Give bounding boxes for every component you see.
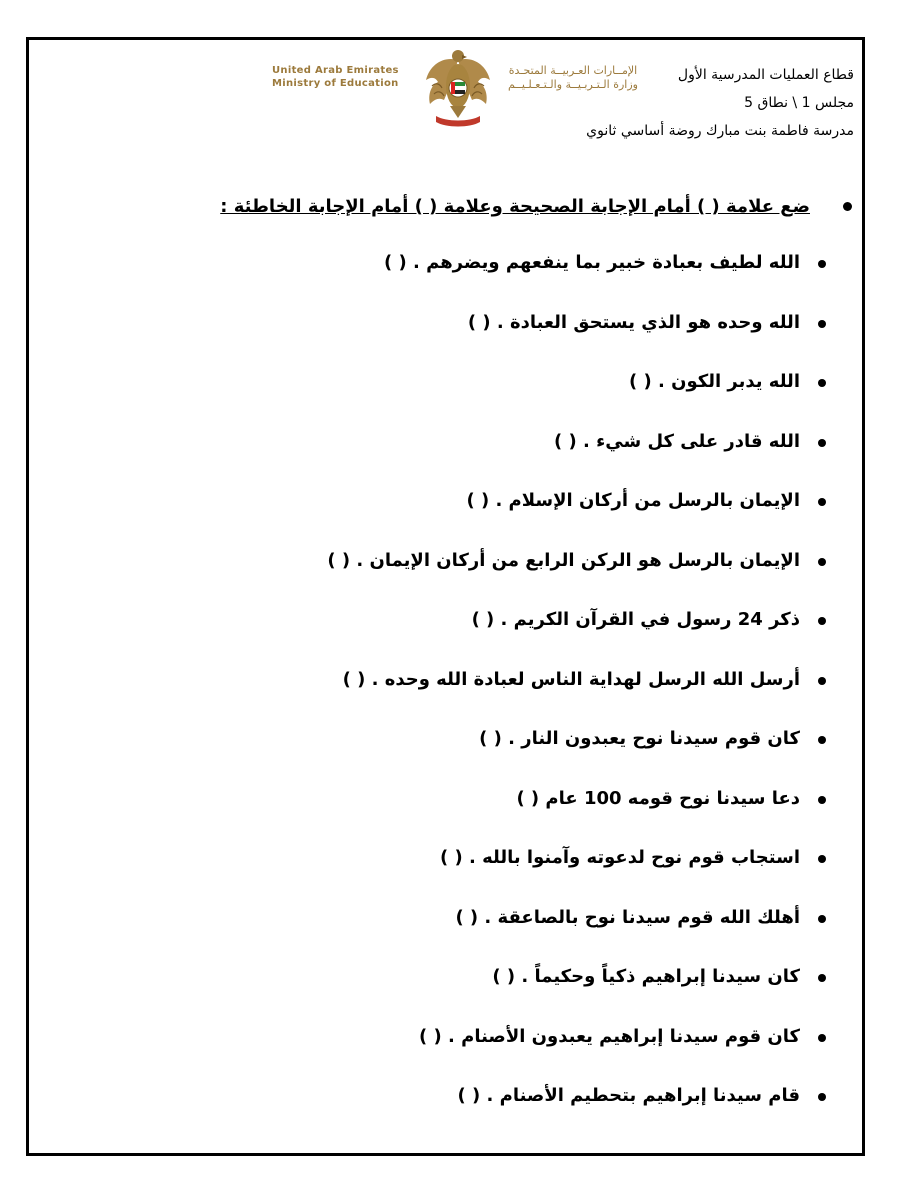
question-list <box>126 252 826 1145</box>
ministry-name-english <box>272 64 399 90</box>
question-item <box>126 669 826 729</box>
question-text: كان سيدنا إبراهيم ذكياً وحكيماً . ( ) <box>492 966 800 987</box>
bullet-icon <box>818 498 826 506</box>
bullet-icon <box>818 1034 826 1042</box>
bullet-icon <box>818 915 826 923</box>
bullet-icon <box>818 796 826 804</box>
question-item <box>126 847 826 907</box>
bullet-icon <box>818 558 826 566</box>
question-text: الله لطيف بعبادة خبير بما ينفعهم ويضرهم . ( ) <box>384 252 800 273</box>
question-text: أرسل الله الرسل لهداية الناس لعبادة الله وحده . ( ) <box>342 668 800 690</box>
bullet-icon <box>818 439 826 447</box>
question-text: قام سيدنا إبراهيم بتحطيم الأصنام . ( ) <box>457 1085 800 1106</box>
question-text: الله وحده هو الذي يستحق العبادة . ( ) <box>467 311 800 333</box>
instruction-bullet <box>843 202 852 211</box>
bullet-icon <box>818 379 826 387</box>
question-text: الإيمان بالرسل هو الركن الرابع من أركان الإيمان . ( ) <box>327 549 800 571</box>
instruction-heading: ضع علامة ( ) أمام الإجابة الصحيحة وعلامة ( ) أمام الإجابة الخاطئة : <box>220 196 810 217</box>
question-item <box>126 966 826 1026</box>
question-item <box>126 312 826 372</box>
question-item <box>126 252 826 312</box>
bullet-icon <box>818 736 826 744</box>
question-text: الإيمان بالرسل من أركان الإسلام . ( ) <box>466 490 800 511</box>
bullet-icon <box>818 260 826 268</box>
bullet-icon <box>818 677 826 685</box>
question-item <box>126 609 826 669</box>
question-item <box>126 550 826 610</box>
ministry-en-line-1: United Arab Emirates <box>272 65 399 76</box>
school-council-line: مجلس 1 \ نطاق 5 <box>744 95 854 111</box>
question-item <box>126 490 826 550</box>
question-item <box>126 728 826 788</box>
question-text: أهلك الله قوم سيدنا نوح بالصاعقة . ( ) <box>455 906 800 928</box>
question-text: كان قوم سيدنا إبراهيم يعبدون الأصنام . ( ) <box>419 1025 800 1047</box>
question-item <box>126 788 826 848</box>
ministry-name-arabic <box>508 64 638 92</box>
question-text: دعا سيدنا نوح قومه 100 عام ( ) <box>516 787 800 809</box>
ministry-ar-line-1: الإمــارات العـربيــة المتحـدة <box>508 64 638 77</box>
question-text: ذكر 24 رسول في القرآن الكريم . ( ) <box>471 609 800 630</box>
question-text: استجاب قوم نوح لدعوته وآمنوا بالله . ( ) <box>440 847 800 868</box>
bullet-icon <box>818 320 826 328</box>
question-text: الله يدبر الكون . ( ) <box>629 371 800 392</box>
bullet-icon <box>818 855 826 863</box>
question-item <box>126 1026 826 1086</box>
uae-emblem-icon <box>422 46 494 128</box>
school-sector-line: قطاع العمليات المدرسية الأول <box>677 67 854 83</box>
school-name-line: مدرسة فاطمة بنت مبارك روضة أساسي ثانوي <box>586 123 854 139</box>
question-item <box>126 371 826 431</box>
question-item <box>126 907 826 967</box>
bullet-icon <box>818 1093 826 1101</box>
ministry-en-line-2: Ministry of Education <box>272 78 399 89</box>
bullet-icon <box>818 974 826 982</box>
question-text: الله قادر على كل شيء . ( ) <box>554 430 800 452</box>
bullet-icon <box>818 617 826 625</box>
question-item <box>126 1085 826 1145</box>
question-text: كان قوم سيدنا نوح يعبدون النار . ( ) <box>479 728 800 749</box>
ministry-ar-line-2: وزارة الـتـربـيــة والـتـعـلـيــم <box>508 78 638 91</box>
question-item <box>126 431 826 491</box>
